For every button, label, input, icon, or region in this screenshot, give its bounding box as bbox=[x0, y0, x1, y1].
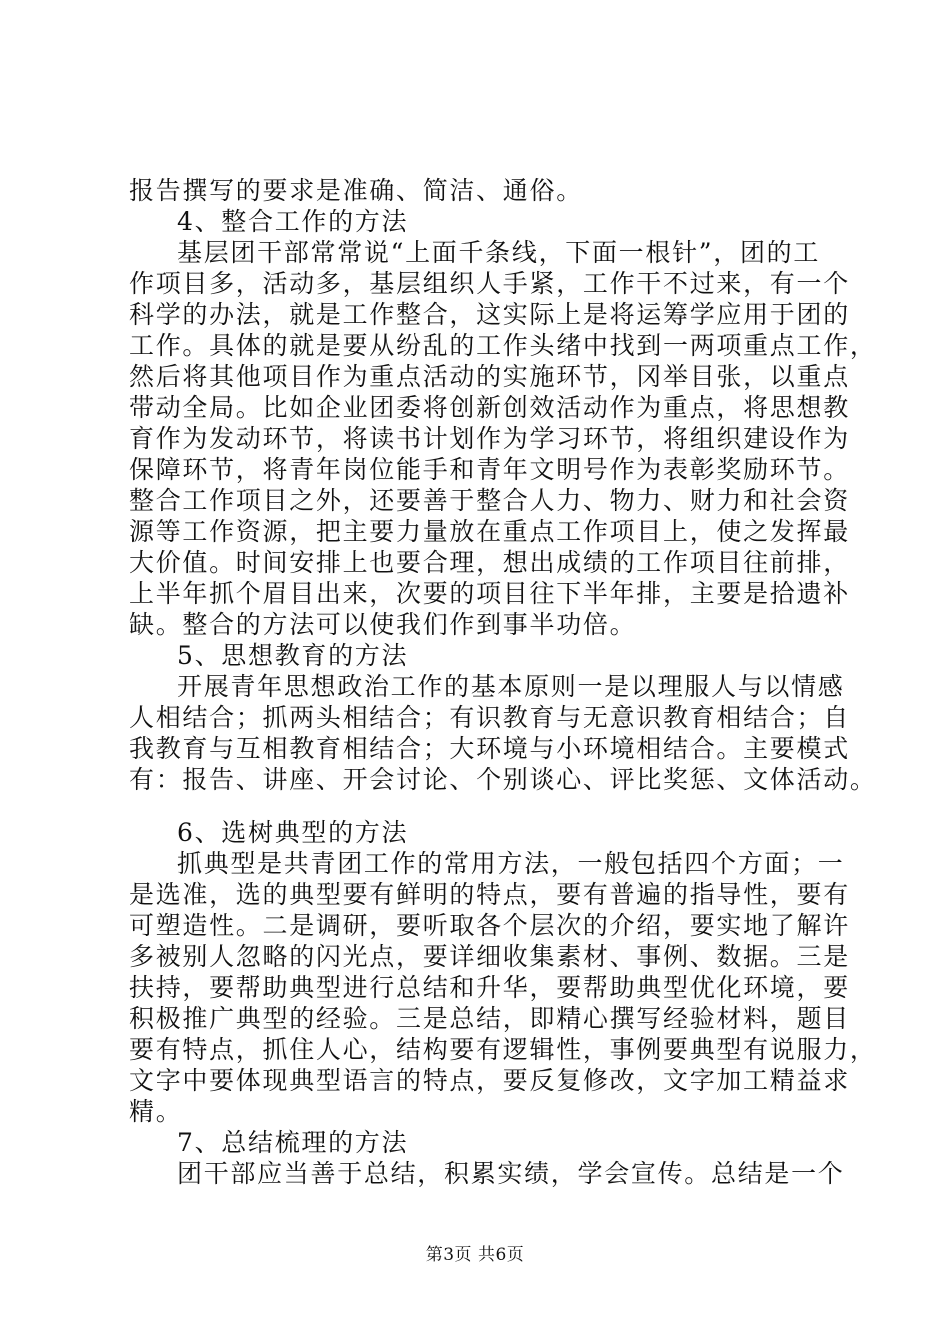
paragraph-first-line: 基层团干部常常说“上面千条线，下面一根针”，团的工 bbox=[177, 238, 821, 267]
body-line: 我教育与互相教育相结合；大环境与小环境相结合。主要模式 bbox=[129, 734, 850, 763]
body-line: 工作。具体的就是要从纷乱的工作头绪中找到一两项重点工作， bbox=[129, 331, 877, 360]
paragraph-first-line: 抓典型是共青团工作的常用方法，一般包括四个方面；一 bbox=[177, 849, 845, 878]
body-line: 扶持，要帮助典型进行总结和升华，要帮助典型优化环境，要 bbox=[129, 973, 850, 1002]
body-line: 报告撰写的要求是准确、简洁、通俗。 bbox=[129, 176, 583, 205]
body-line: 作项目多，活动多，基层组织人手紧，工作干不过来，有一个 bbox=[129, 269, 850, 298]
body-line: 保障环节，将青年岗位能手和青年文明号作为表彰奖励环节。 bbox=[129, 455, 850, 484]
body-line: 可塑造性。二是调研，要听取各个层次的介绍，要实地了解许 bbox=[129, 911, 850, 940]
section-heading-6: 6、选树典型的方法 bbox=[177, 818, 409, 847]
body-line: 大价值。时间安排上也要合理，想出成绩的工作项目往前排， bbox=[129, 548, 850, 577]
body-line: 整合工作项目之外，还要善于整合人力、物力、财力和社会资 bbox=[129, 486, 850, 515]
body-line: 有：报告、讲座、开会讨论、个别谈心、评比奖惩、文体活动。 bbox=[129, 765, 877, 794]
body-line: 精。 bbox=[129, 1097, 183, 1126]
page-number-footer: 第3页 共6页 bbox=[425, 1245, 525, 1265]
body-line: 上半年抓个眉目出来，次要的项目往下半年排，主要是拾遗补 bbox=[129, 579, 850, 608]
section-heading-4: 4、整合工作的方法 bbox=[177, 207, 409, 236]
body-line: 然后将其他项目作为重点活动的实施环节，冈举目张，以重点 bbox=[129, 362, 850, 391]
section-heading-7: 7、总结梳理的方法 bbox=[177, 1128, 409, 1157]
paragraph-first-line: 团干部应当善于总结，积累实绩，学会宣传。总结是一个 bbox=[177, 1159, 845, 1188]
body-line: 要有特点，抓住人心，结构要有逻辑性，事例要典型有说服力， bbox=[129, 1035, 877, 1064]
body-line: 多被别人忽略的闪光点，要详细收集素材、事例、数据。三是 bbox=[129, 942, 850, 971]
body-line: 积极推广典型的经验。三是总结，即精心撰写经验材料，题目 bbox=[129, 1004, 850, 1033]
body-line: 科学的办法，就是工作整合，这实际上是将运筹学应用于团的 bbox=[129, 300, 850, 329]
body-line: 是选准，选的典型要有鲜明的特点，要有普遍的指导性，要有 bbox=[129, 880, 850, 909]
body-line: 文字中要体现典型语言的特点，要反复修改，文字加工精益求 bbox=[129, 1066, 850, 1095]
body-line: 育作为发动环节，将读书计划作为学习环节，将组织建设作为 bbox=[129, 424, 850, 453]
paragraph-first-line: 开展青年思想政治工作的基本原则一是以理服人与以情感 bbox=[177, 672, 845, 701]
body-line: 缺。整合的方法可以使我们作到事半功倍。 bbox=[129, 610, 637, 639]
body-line: 人相结合；抓两头相结合；有识教育与无意识教育相结合；自 bbox=[129, 703, 850, 732]
body-line: 带动全局。比如企业团委将创新创效活动作为重点，将思想教 bbox=[129, 393, 850, 422]
body-line: 源等工作资源，把主要力量放在重点工作项目上，使之发挥最 bbox=[129, 517, 850, 546]
section-heading-5: 5、思想教育的方法 bbox=[177, 641, 409, 670]
